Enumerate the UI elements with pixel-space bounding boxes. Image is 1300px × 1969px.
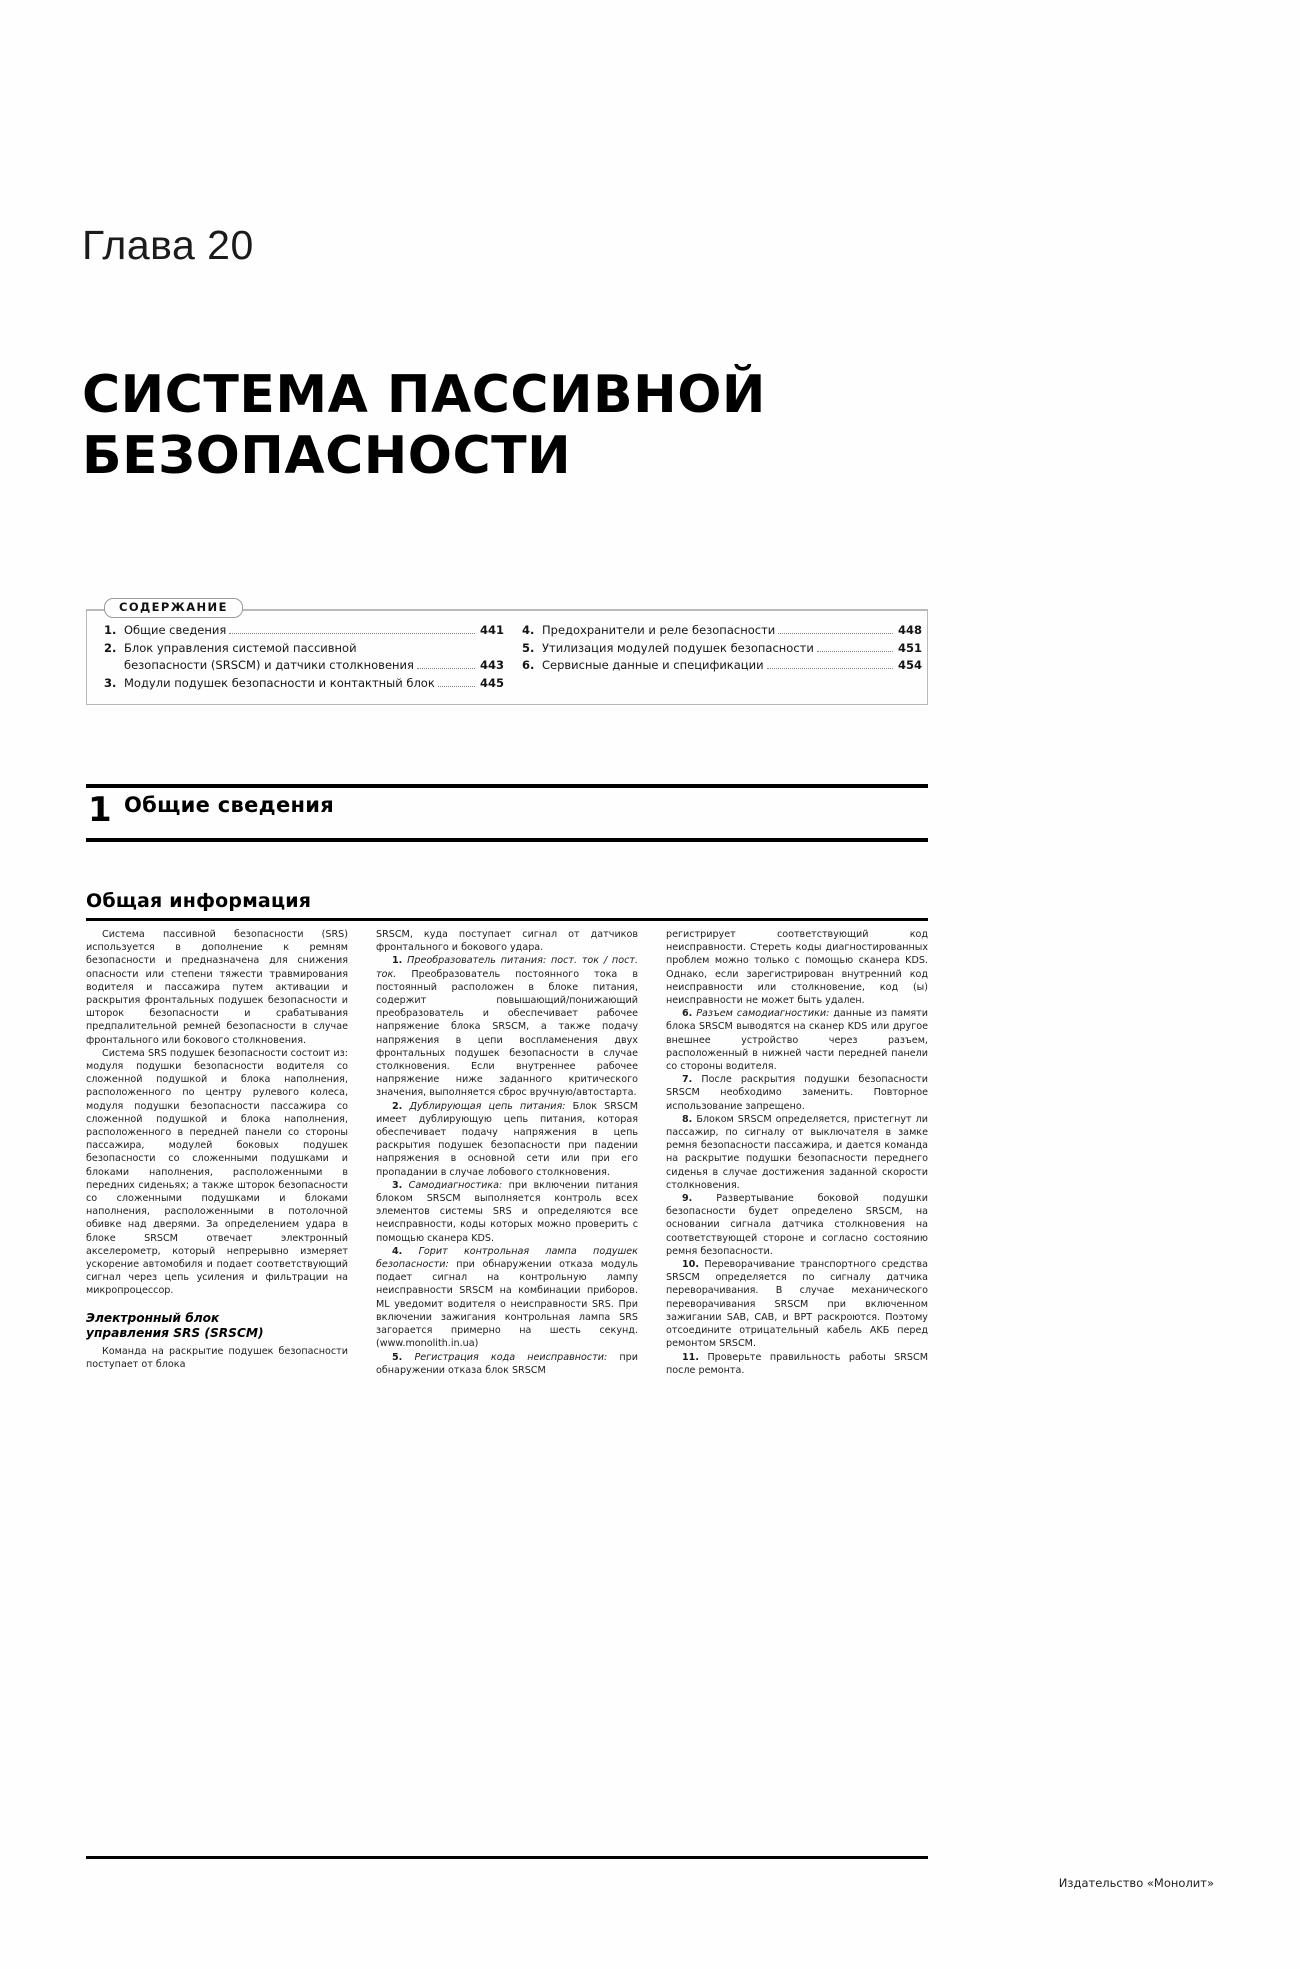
contents-item[interactable] [104,640,504,675]
item-number: 7. [682,1074,693,1086]
contents-item-page: 443 [479,658,504,672]
footer-rule [86,1856,928,1859]
leader-dots [778,626,893,634]
contents-item[interactable] [104,675,504,693]
section-number: 1 [88,790,112,830]
item-text: при обнаружении отказа модуль подает сигнал на контрольную лампу неисправности SRSCM на комбинации приборов. ML уведомит водителя о неисправности SRS. При включении зажигания контрольная лампа SRS загорается примерно на шесть секунд. (www.monolith.in.ua) [376,1259,638,1350]
item-number: 6. [682,1008,693,1020]
item-title: Горит контрольная лампа подушек безопасности: [376,1245,638,1271]
contents-item[interactable] [522,657,922,675]
section-top-rule [86,784,928,788]
list-item [666,1192,928,1258]
item-text: данные из памяти блока SRSCM выводятся на сканер KDS или другое внешнее устройство через разъем, расположенный в нижней части передней панели со стороны водителя. [666,1008,928,1073]
section-bottom-rule [86,838,928,842]
contents-item[interactable] [522,622,922,640]
contents-item-page: 441 [479,623,504,637]
item-title: Разъем самодиагностики: [696,1008,830,1020]
subheading [86,1311,348,1341]
item-number: 10. [682,1259,699,1271]
contents-item[interactable] [522,640,922,658]
list-item [376,1245,638,1351]
item-number: 9. [682,1193,693,1205]
item-text: при включении питания блоком SRSCM выполняется контроль всех элементов системы SRS и определяются все неисправности, коды которых можно проверить с помощью сканера KDS. [376,1179,638,1244]
contents-badge: СОДЕРЖАНИЕ [104,598,243,618]
list-item [666,1073,928,1113]
item-text: Блок SRSCM имеет дублирующую цепь питания, которая обеспечивает подачу напряжения в цепь раскрытия подушек безопасности при падении напряжения в основной сети или при его пропадании в случае лобового столкновения. [376,1100,638,1178]
contents-item-number: 5. [522,640,535,655]
contents-item-label: Модули подушек безопасности и контактный блок [124,675,435,690]
item-title: Самодиагностика: [408,1179,503,1191]
list-item [376,954,638,1099]
contents-item-page: 445 [479,675,504,690]
contents-item-number: 6. [522,658,535,672]
contents-item-page: 448 [897,623,922,637]
item-number: 3. [392,1179,403,1191]
contents-item-label-line2: безопасности (SRSCM) и датчики столкновения [124,658,414,672]
list-item [376,1179,638,1245]
section-title: Общие сведения [124,793,335,817]
item-text: После раскрытия подушки безопасности SRSCM необходимо заменить. Повторное использование запрещено. [666,1074,928,1112]
page-title: СИСТЕМА ПАССИВНОЙ БЕЗОПАСНОСТИ [82,364,766,486]
leader-dots [817,644,893,652]
contents-item-label-line1: Блок управления системой пассивной [124,640,357,655]
item-title: Регистрация кода неисправности: [414,1351,608,1363]
list-item [666,1007,928,1073]
subheading-line2: управления SRS (SRSCM) [86,1325,264,1340]
body-columns [86,928,928,1828]
contents-item-label: Утилизация модулей подушек безопасности [542,640,814,655]
footer-publisher: Издательство «Монолит» [1058,1876,1214,1890]
item-text: Переворачивание транспортного средства SRSCM определяется по сигналу датчика переворачивания. В случае механического переворачивания SRSCM при включенном зажигании SAB, CAB, и BPT раскроются. Поэтому отсоедините отрицательный кабель AKБ перед ремонтом SRSCM. [666,1259,928,1350]
paragraph: Система SRS подушек безопасности состоит из: модуля подушки безопасности водителя со сложенной подушкой и блока наполнения, расположенного по центру рулевого колеса, модуля подушки безопасности пассажира со сложенной подушкой и блока наполнения, расположенного в передней панели со стороны пассажира, модулей боковых подушек безопасности со сложенными подушками и блоками наполнения, расположенными в передних сиденьях; а также шторок безопасности со сложенными подушками и блоками наполнения, расположенными в потолочной обивке над дверями. За определением удара в блоке SRSCM отвечает электронный акселерометр, который непрерывно измеряет ускорение автомобиля и подает соответствующий сигнал через цепь усиления и фильтрации на микропроцессор. [86,1047,348,1297]
subsection-rule [86,918,928,921]
body-column-2 [376,928,638,1377]
item-text: Проверьте правильность работы SRSCM после ремонта. [666,1351,928,1376]
item-number: 11. [682,1351,699,1363]
list-item [666,1351,928,1377]
list-item [666,1113,928,1192]
item-text: при обнаружении отказа блок SRSCM [376,1351,638,1376]
item-title: Дублирующая цепь питания: [409,1100,566,1112]
contents-item-label: Сервисные данные и спецификации [542,658,764,672]
contents-item-page: 454 [897,658,922,672]
contents-item[interactable] [104,622,504,640]
contents-item-label: Предохранители и реле безопасности [542,623,776,637]
contents-item-label: Общие сведения [124,623,227,637]
paragraph: Система пассивной безопасности (SRS) используется в дополнение к ремням безопасности и предназначена для снижения опасности или степени тяжести травмирования водителя и пассажира путем активации и раскрытия фронтальных подушек безопасности и шторок безопасности и срабатывания предпалительной ремней безопасности в случае фронтального или бокового столкновения. [86,929,348,1046]
leader-dots [229,626,475,634]
body-column-1 [86,928,348,1371]
item-text: Преобразователь постоянного тока в постоянный расположен в блоке питания, содержит повышающий/понижающий преобразователь и обеспечивает рабочее напряжение блока SRSCM, а также подачу напряжения в цепи воспламенения двух фронтальных подушек безопасности в случае столкновения. Если внутреннее рабочее напряжение ниже заданного критического значения, выполняется сброс вручную/автостарта. [376,968,638,1099]
paragraph: Команда на раскрытие подушек безопасности поступает от блока [86,1345,348,1370]
list-item [376,1351,638,1377]
leader-dots [767,661,893,669]
item-text: Блоком SRSCM определяется, пристегнут ли пассажир, по сигналу от выключателя в замке ремня безопасности пассажира, и дается команда на раскрытие подушки безопасности переднего сиденья в случае достижения заданной скорости столкновения. [666,1113,928,1191]
chapter-label: Глава 20 [82,222,254,268]
subheading-line1: Электронный блок [86,1310,220,1325]
paragraph: SRSCM, куда поступает сигнал от датчиков фронтального и бокового удара. [376,929,638,954]
contents-column-right [522,622,922,675]
item-text: Развертывание боковой подушки безопасности будет определено SRSCM, на основании сигнала датчика столкновения на соответствующей стороне и согласно состоянию ремня безопасности. [666,1193,928,1257]
leader-dots [438,679,475,687]
item-title: Преобразователь питания: пост. ток / пост. ток. [376,955,638,980]
paragraph: регистрирует соответствующий код неисправности. Стереть коды диагностированных проблем можно только с помощью сканера KDS. Однако, если зарегистрирован внутренний код неисправности или столкновение, код (ы) неисправности не может быть удален. [666,929,928,1007]
list-item [666,1258,928,1350]
item-number: 2. [392,1100,403,1112]
item-number: 8. [682,1113,693,1125]
item-number: 4. [392,1245,403,1257]
subsection-title: Общая информация [86,890,312,912]
contents-item-page: 451 [897,640,922,655]
contents-item-number: 1. [104,623,117,637]
list-item [376,1100,638,1179]
item-number: 5. [392,1351,403,1363]
item-number: 1. [392,955,403,967]
body-column-3 [666,928,928,1377]
contents-column-left [104,622,504,692]
leader-dots [417,661,475,669]
contents-item-number: 4. [522,623,535,637]
contents-item-number: 2. [104,640,117,655]
contents-item-number: 3. [104,675,117,690]
